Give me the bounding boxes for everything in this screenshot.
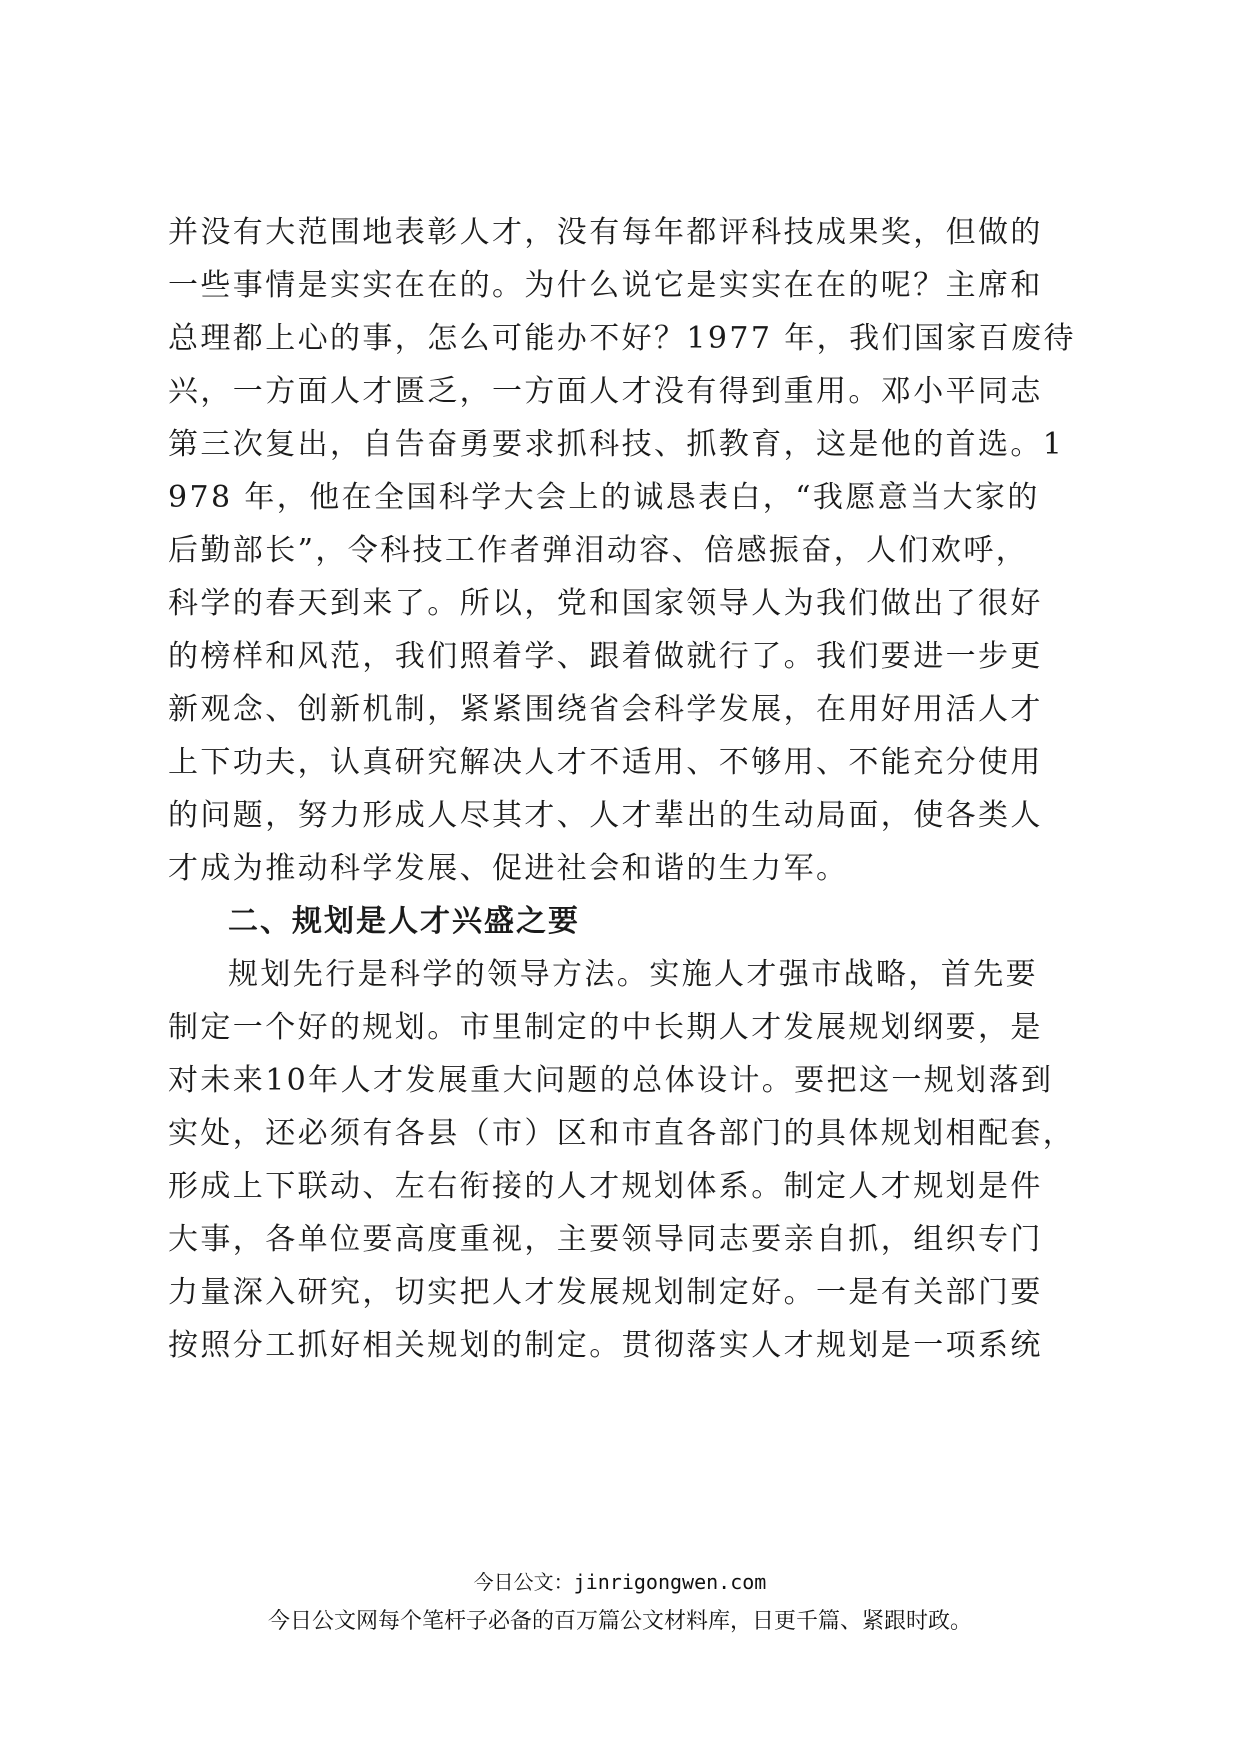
body-line: 新观念、创新机制，紧紧围绕省会科学发展，在用好用活人才 bbox=[168, 692, 1043, 727]
footer-tagline: 今日公文网每个笔杆子必备的百万篇公文材料库，日更千篇、紧跟时政。 bbox=[267, 1609, 972, 1634]
section-heading: 二、规划是人才兴盛之要 bbox=[228, 904, 580, 939]
body-line: 第三次复出，自告奋勇要求抓科技、抓教育，这是他的首选。1 bbox=[168, 427, 1065, 462]
body-line: 的问题，努力形成人尽其才、人才辈出的生动局面，使各类人 bbox=[168, 798, 1043, 833]
body-line: 的榜样和风范，我们照着学、跟着做就行了。我们要进一步更 bbox=[168, 639, 1043, 674]
body-line: 兴，一方面人才匮乏，一方面人才没有得到重用。邓小平同志 bbox=[168, 374, 1043, 409]
footer-site-link[interactable]: jinrigongwen.com bbox=[573, 1570, 767, 1594]
footer-site-label: 今日公文： bbox=[473, 1570, 574, 1594]
body-line: 规划先行是科学的领导方法。实施人才强市战略，首先要 bbox=[228, 957, 1038, 992]
body-line: 上下功夫，认真研究解决人才不适用、不够用、不能充分使用 bbox=[168, 745, 1043, 780]
body-line: 力量深入研究，切实把人才发展规划制定好。一是有关部门要 bbox=[168, 1275, 1043, 1310]
body-line: 对未来10年人才发展重大问题的总体设计。要把这一规划落到 bbox=[168, 1063, 1054, 1098]
body-line: 实处，还必须有各县（市）区和市直各部门的具体规划相配套， bbox=[168, 1116, 1076, 1151]
body-line: 制定一个好的规划。市里制定的中长期人才发展规划纲要，是 bbox=[168, 1010, 1043, 1045]
body-line: 形成上下联动、左右衔接的人才规划体系。制定人才规划是件 bbox=[168, 1169, 1043, 1204]
body-line: 总理都上心的事，怎么可能办不好？1977 年，我们国家百废待 bbox=[168, 321, 1076, 356]
body-line: 大事，各单位要高度重视，主要领导同志要亲自抓，组织专门 bbox=[168, 1222, 1043, 1257]
footer-site bbox=[0, 1568, 1240, 1596]
body-line: 后勤部长”，令科技工作者弹泪动容、倍感振奋，人们欢呼， bbox=[168, 533, 1029, 568]
body-line: 并没有大范围地表彰人才，没有每年都评科技成果奖，但做的 bbox=[168, 215, 1043, 250]
body-line: 科学的春天到来了。所以，党和国家领导人为我们做出了很好 bbox=[168, 586, 1043, 621]
body-line: 一些事情是实实在在的。为什么说它是实实在在的呢？主席和 bbox=[168, 268, 1043, 303]
body-line: 按照分工抓好相关规划的制定。贯彻落实人才规划是一项系统 bbox=[168, 1328, 1043, 1363]
body-line: 才成为推动科学发展、促进社会和谐的生力军。 bbox=[168, 851, 849, 886]
body-line: 978 年，他在全国科学大会上的诚恳表白，“我愿意当大家的 bbox=[168, 480, 1040, 515]
